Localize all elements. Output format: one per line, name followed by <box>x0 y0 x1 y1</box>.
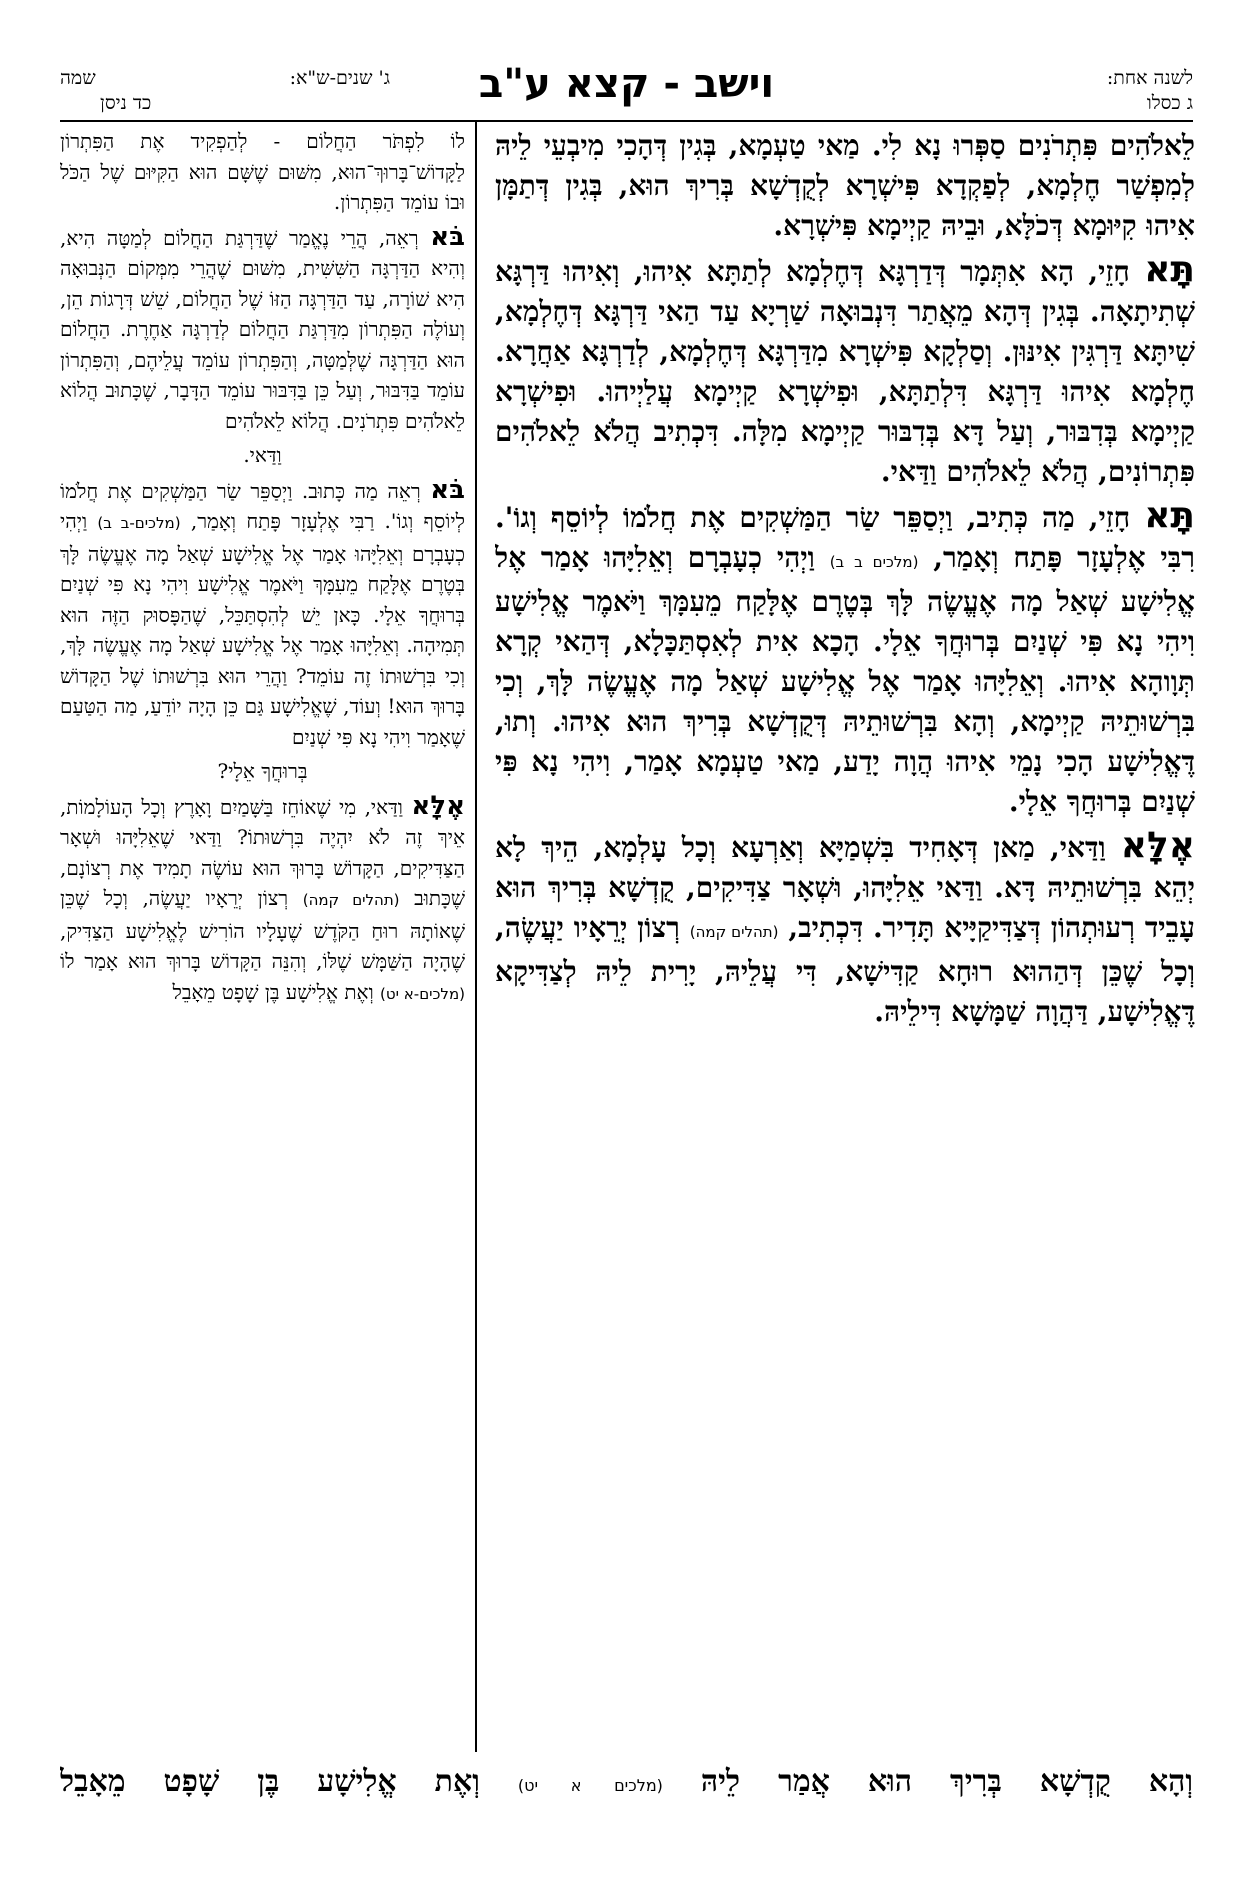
paragraph-lead-word: אֶלָּא <box>411 790 465 821</box>
header-three-years-label: ג' שנים-ש"א: <box>289 67 390 89</box>
header-three-years-date: כד ניסן <box>100 92 152 114</box>
header-one-year-label: לשנה אחת: <box>1106 67 1193 89</box>
verse-reference: (מלכים-ב ב) <box>97 514 181 532</box>
verse-reference: (מלכים ב ב) <box>829 553 919 571</box>
paragraph-lead-word: בֹּא <box>430 474 465 505</box>
verse-reference: (מלכים-א יט) <box>380 984 465 1003</box>
header-schedule-three-years <box>60 66 390 116</box>
verse-reference: (תהלים קמה) <box>689 923 779 941</box>
page-title: וישב - קצא ע"ב <box>478 61 775 107</box>
paragraph-lead-word: תָּא <box>1144 495 1195 536</box>
verse-reference: (מלכים א יט) <box>517 1776 663 1795</box>
main-text-column <box>495 126 1195 1753</box>
paragraph-lead-word: אֶלָּא <box>1120 825 1195 866</box>
side-paragraph-4: אֶלָּא וַדַּאי, מִי שֶׁאוֹחֵז בַּשָּׁמַיִם וָאָרֶץ וְכָל הָעוֹלָמוֹת, אֵיךְ זֶה לֹא יִהְיֶה בִּרְשׁוּתוֹ? וַדַּאי שֶׁאֵלִיָּהוּ וּשְׁאָר הַצַּדִּיקִים, הַקָּדוֹשׁ בָּרוּךְ הוּא עוֹשֶׂה תָמִיד אֶת רְצוֹנָם, שֶׁכָּתוּב (תהלים קמה) רְצוֹן יְרֵאָיו יַעֲשֶׂה, וְכָל שֶׁכֵּן שֶׁאוֹתָהּ רוּחַ הַקֹּדֶשׁ שֶׁעָלָיו הוֹרִישׁ לֶאֱלִישָׁע הַצַּדִּיק, שֶׁהָיָה הַשַּׁמָּשׁ שֶׁלּוֹ, וְהִנֵּה הַקָּדוֹשׁ בָּרוּךְ הוּא אָמַר לוֹ (מלכים-א יט) וְאֶת אֱלִישָׁע בֶּן שָׁפָט מֵאָבֵל <box>60 790 465 1004</box>
paragraph-lead-word: בֹּא <box>430 221 465 252</box>
page-header <box>60 58 1193 118</box>
main-paragraph-1: לֵאלֹהִים פִּתְרֹנִים סַפְּרוּ נָא לִי. מַאי טַעְמָא, בְּגִין דְּהָכִי מִיבְעֵי לֵיהּ לְמִפְשַׁר חֶלְמָא, לְפַקְדָא פִּישְׁרָא לְקֻדְשָׁא בְּרִיךְ הוּא, בְּגִין דְּתַמָּן אִיהוּ קִיּוּמָא דְּכֹלָּא, וּבֵיהּ קַיְימָא פִּישְׁרָא. <box>495 129 1195 242</box>
main-paragraph-3: תָּא חָזֵי, מַה כְּתִיב, וַיְסַפֵּר שַׂר הַמַּשְׁקִים אֶת חֲלֹמוֹ לְיוֹסֵף וְגוֹ'. רִבִּי אֶלְעָזָר פָּתַח וְאָמַר, (מלכים ב ב) וַיְהִי כְעָבְרָם וְאֵלִיָּהוּ אָמַר אֶל אֱלִישָׁע שְׁאַל מָה אֶעֱשֶׂה לָּךְ בְּטֶרֶם אֶלָּקַח מֵעִמָּךְ וַיֹּאמֶר אֱלִישָׁע וִיהִי נָא פִּי שְׁנַיִם בְּרוּחֲךָ אֵלָי. הָכָא אִית לְאִסְתַּכָּלָא, דְּהַאי קְרָא תְּוָוהָא אִיהוּ. וְאֵלִיָּהוּ אָמַר אֶל אֱלִישָׁע שְׁאַל מָה אֶעֱשֶׂה לָּךְ, וְכִי בִּרְשׁוּתֵיהּ קַיְימָא, וְהָא בִּרְשׁוּתֵיהּ דְּקֻדְשָׁא בְּרִיךְ הוּא אִיהוּ. וְתוּ, דֶּאֱלִישָׁע הָכִי נָמֵי אִיהוּ הֲוָה יָדַע, מַאי טַעְמָא אָמַר, וִיהִי נָא פִּי שְׁנַיִם בְּרוּחֲךָ אֵלָי. <box>495 495 1195 818</box>
verse-reference: (תהלים קמה) <box>302 891 400 909</box>
side-paragraph-2: בֹּא רְאֵה, הֲרֵי נֶאֱמַר שֶׁדַּרְגַּת הַחֲלוֹם לְמַטָּה הִיא, וְהִיא הַדַּרְגָּה הַשִּׁשִּׁית, מִשּׁוּם שֶׁהֲרֵי מִמְּקוֹם הַנְּבוּאָה הִיא שׁוֹרָה, עַד הַדַּרְגָּה הַזּוֹ שֶׁל הַחֲלוֹם, שֵׁשׁ דְּרָגוֹת הֵן, וְעוֹלֶה הַפִּתְרוֹן מִדַּרְגַּת הַחֲלוֹם לְדַרְגָּה אַחֶרֶת. הַחֲלוֹם הוּא הַדַּרְגָּה שֶׁלְּמַטָּה, וְהַפִּתְרוֹן עוֹמֵד עֲלֵיהֶם, וְהַפִּתְרוֹן עוֹמֵד בַּדִּבּוּר, וְעַל כֵּן בַּדִּבּוּר עוֹמֵד הַדָּבָר, שֶׁכָּתוּב הֲלוֹא לֵאלֹהִים פִּתְרֹנִים. הֲלוֹא לֵאלֹהִים <box>60 221 465 433</box>
main-paragraph-4: אֶלָּא וַדַּאי, מַאן דְּאָחִיד בִּשְׁמַיָּא וְאַרְעָא וְכָל עָלְמָא, הֵיךְ לָא יְהֵא בִּרְשׁוּתֵיהּ דָּא. וַדַּאי אֵלִיָּהוּ, וּשְׁאָר צַדִּיקִים, קֻדְשָׁא בְּרִיךְ הוּא עָבֵיד רְעוּתְהוֹן דְּצַדִּיקַיָּיא תָּדִיר. דִּכְתִיב, (תהלים קמה) רְצוֹן יְרֵאָיו יַעֲשֶׂה, וְכָל שֶׁכֵּן דְּהַהוּא רוּחָא קַדִּישָׁא, דִּי עֲלֵיהּ, יָרִית לֵיהּ לְצַדִּיקָא דֶּאֱלִישָׁע, דַּהֲוָה שַׁמָּשָׁא דִּילֵיהּ. <box>495 825 1195 1028</box>
bottom-continuation-line: וְהָא קֻדְשָׁא בְּרִיךְ הוּא אֲמַר לֵיהּ (מלכים א יט) וְאֶת אֱלִישָׁע בֶּן שָׁפָט מֵאָבֵל <box>60 1764 1193 1799</box>
paragraph-lead-word: תָּא <box>1144 249 1195 290</box>
header-rule <box>60 120 1193 122</box>
side-paragraph-2-end: וַדַּאי. <box>243 443 282 467</box>
side-paragraph-3: בֹּא רְאֵה מַה כָּתוּב. וַיְסַפֵּר שַׂר הַמַּשְׁקִים אֶת חֲלֹמוֹ לְיוֹסֵף וְגוֹ'. רַבִּי אֶלְעָזָר פָּתַח וְאָמַר, (מלכים-ב ב) וַיְהִי כְעָבְרָם וְאֵלִיָּהוּ אָמַר אֶל אֱלִישָׁע שְׁאַל מָה אֶעֱשֶׂה לָּךְ בְּטֶרֶם אֶלָּקַח מֵעִמָּךְ וַיֹּאמֶר אֱלִישָׁע וִיהִי נָא פִּי שְׁנַיִם בְּרוּחֲךָ אֵלָי. כָּאן יֵשׁ לְהִסְתַּכֵּל, שֶׁהַפָּסוּק הַזֶּה הוּא תְּמִיהָה. וְאֵלִיָּהוּ אָמַר אֶל אֱלִישָׁע שְׁאַל מָה אֶעֱשֶׂה לָּךְ, וְכִי בִּרְשׁוּתוֹ זֶה עוֹמֵד? וַהֲרֵי הוּא בִּרְשׁוּתוֹ שֶׁל הַקָּדוֹשׁ בָּרוּךְ הוּא! וְעוֹד, שֶׁאֱלִישָׁע גַּם כֵּן הָיָה יוֹדֵעַ, מַה הַטַּעַם שֶׁאָמַר וִיהִי נָא פִּי שְׁנַיִם <box>60 474 465 749</box>
column-divider <box>475 122 477 1752</box>
main-paragraph-2: תָּא חָזֵי, הָא אִתְּמָר דְּדַרְגָּא דְּחֶלְמָא לְתַתָּא אִיהוּ, וְאִיהוּ דַּרְגָּא שְׁתִיתָאָה. בְּגִין דְּהָא מֵאֲתַר דִּנְבוּאָה שַׁרְיָא עַד הַאי דַּרְגָּא דְּחֶלְמָא, שִׁיתָּא דַּרְגִּין אִינּוּן. וְסַלְקָא פִּישְׁרָא מִדַּרְגָּא דְּחֶלְמָא, לְדַרְגָּא אַחֲרָא. חֶלְמָא אִיהוּ דַּרְגָּא דִּלְתַתָּא, וּפִישְׁרָא קַיְימָא עֲלַיְיהוּ. וּפִישְׁרָא קַיְימָא בְּדִבּוּר, וְעַל דָּא בְּדִבּוּר קַיְימָא מִלָּה. דִּכְתִיב הֲלֹא לֵאלֹהִים פִּתְרוֹנִים, הֲלֹא לֵאלֹהִים וַדַּאי. <box>495 249 1195 488</box>
side-paragraph-1: לוֹ לִפְתֹּר הַחֲלוֹם - לְהַפְקִיד אֶת הַפִּתְרוֹן לַקָּדוֹשׁ־בָּרוּךְ־הוּא, מִשּׁוּם שֶׁשָּׁם הוּא הַקִּיּוּם שֶׁל הַכֹּל וּבוֹ עוֹמֵד הַפִּתְרוֹן. <box>60 129 465 214</box>
translation-column <box>60 126 465 1753</box>
header-parasha-name: שמה <box>60 67 96 89</box>
side-paragraph-3-end: בְּרוּחֲךָ אֵלָי? <box>217 759 308 783</box>
header-one-year-date: ג כסלו <box>1146 92 1193 114</box>
